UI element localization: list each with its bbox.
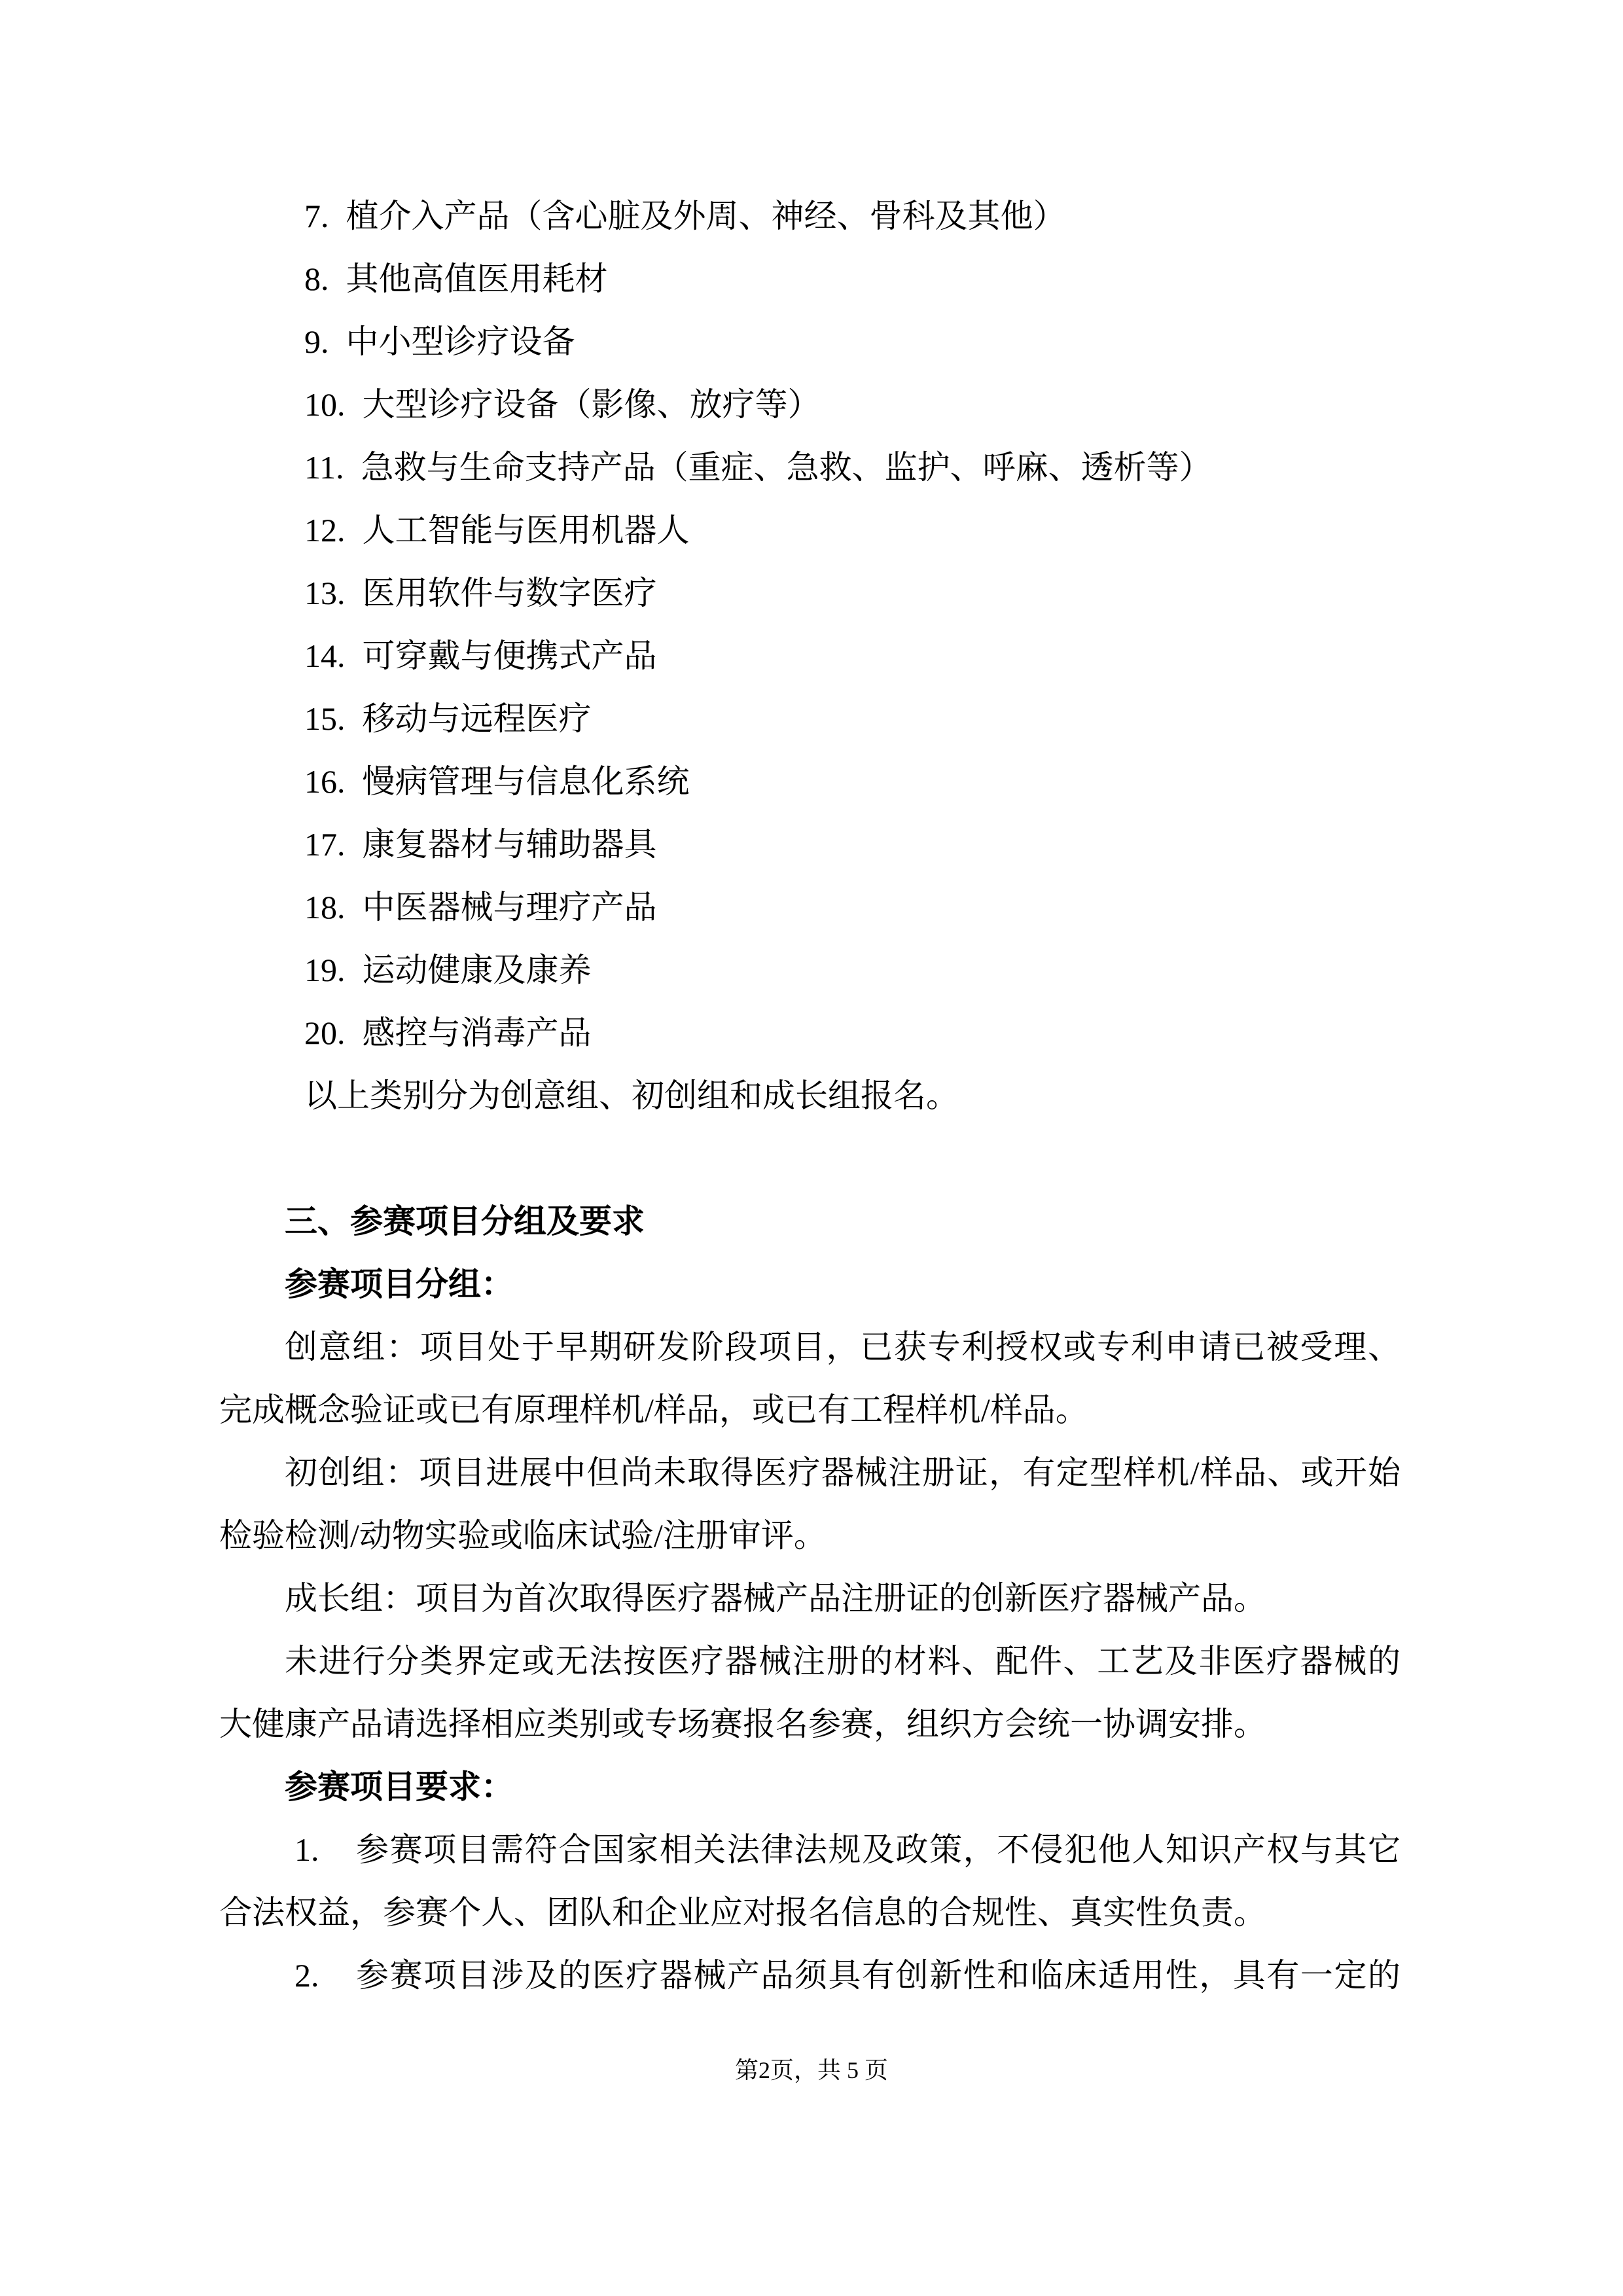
list-item-label: 运动健康及康养	[362, 952, 592, 988]
list-item-20	[219, 1001, 1400, 1064]
list-item-number: 16.	[304, 763, 346, 800]
requirements-subheading: 参赛项目要求：	[285, 1768, 514, 1805]
list-item-number: 18.	[304, 889, 346, 925]
list-item-number: 15.	[304, 700, 346, 737]
list-item-8	[219, 247, 1400, 310]
blank-line	[219, 1127, 1400, 1190]
list-item-7	[219, 185, 1400, 247]
list-item-number: 20.	[304, 1014, 346, 1051]
list-item-14	[219, 624, 1400, 687]
list-item-17	[219, 813, 1400, 876]
group-startup-line-2: 检验检测/动物实验或临床试验/注册审评。	[219, 1517, 827, 1554]
list-item-label: 中小型诊疗设备	[346, 323, 575, 360]
list-item-number: 7.	[304, 198, 329, 234]
list-item-label: 急救与生命支持产品（重症、急救、监护、呼麻、透析等）	[361, 449, 1212, 486]
list-item-label: 康复器材与辅助器具	[362, 826, 657, 863]
list-item-9	[219, 310, 1400, 373]
requirement-number: 2.	[294, 1957, 319, 1994]
list-item-15	[219, 687, 1400, 750]
list-item-number: 9.	[304, 323, 329, 360]
list-item-label: 慢病管理与信息化系统	[362, 763, 690, 800]
page-number: 第2页，共 5 页	[734, 2057, 888, 2083]
categories-note: 以上类别分为创意组、初创组和成长组报名。	[304, 1077, 959, 1114]
list-item-number: 19.	[304, 952, 346, 988]
requirement-number: 1.	[294, 1831, 319, 1868]
group-growth-line: 成长组：项目为首次取得医疗器械产品注册证的创新医疗器械产品。	[285, 1580, 1266, 1617]
requirement-2-line-1	[219, 1944, 1400, 2007]
document-body	[219, 185, 1400, 2007]
list-item-13	[219, 562, 1400, 624]
group-other-line-2: 大健康产品请选择相应类别或专场赛报名参赛，组织方会统一协调安排。	[219, 1706, 1266, 1742]
group-other-line-1: 未进行分类界定或无法按医疗器械注册的材料、配件、工艺及非医疗器械的	[285, 1643, 1400, 1679]
list-item-label: 人工智能与医用机器人	[362, 512, 690, 548]
list-item-label: 感控与消毒产品	[362, 1014, 592, 1051]
group-creative-line-1: 创意组：项目处于早期研发阶段项目，已获专利授权或专利申请已被受理、	[285, 1329, 1400, 1365]
requirement-text: 参赛项目需符合国家相关法律法规及政策，不侵犯他人知识产权与其它	[355, 1831, 1400, 1868]
requirement-1-line-2: 合法权益，参赛个人、团队和企业应对报名信息的合规性、真实性负责。	[219, 1894, 1266, 1931]
list-item-label: 移动与远程医疗	[362, 700, 592, 737]
list-item-number: 14.	[304, 637, 346, 674]
list-item-label: 植介入产品（含心脏及外周、神经、骨科及其他）	[346, 198, 1066, 234]
list-item-label: 中医器械与理疗产品	[362, 889, 657, 925]
list-item-18	[219, 876, 1400, 939]
requirement-text: 参赛项目涉及的医疗器械产品须具有创新性和临床适用性，具有一定的	[355, 1957, 1400, 1994]
list-item-number: 8.	[304, 260, 329, 297]
list-item-19	[219, 939, 1400, 1001]
list-item-number: 10.	[304, 386, 346, 423]
list-item-label: 医用软件与数字医疗	[362, 575, 657, 611]
list-item-12	[219, 499, 1400, 562]
list-item-number: 11.	[304, 449, 344, 486]
list-item-label: 其他高值医用耗材	[346, 260, 608, 297]
list-item-10	[219, 373, 1400, 436]
group-startup-line-1: 初创组：项目进展中但尚未取得医疗器械注册证，有定型样机/样品、或开始	[285, 1454, 1400, 1491]
group-creative-line-2: 完成概念验证或已有原理样机/样品，或已有工程样机/样品。	[219, 1391, 1088, 1428]
list-item-label: 大型诊疗设备（影像、放疗等）	[362, 386, 821, 423]
list-item-label: 可穿戴与便携式产品	[362, 637, 657, 674]
requirement-1-line-1	[219, 1818, 1400, 1881]
groups-subheading: 参赛项目分组：	[285, 1266, 514, 1302]
list-item-number: 17.	[304, 826, 346, 863]
list-item-number: 13.	[304, 575, 346, 611]
section-heading: 三、参赛项目分组及要求	[285, 1203, 645, 1240]
list-item-11	[219, 436, 1400, 499]
list-item-number: 12.	[304, 512, 346, 548]
list-item-16	[219, 750, 1400, 813]
